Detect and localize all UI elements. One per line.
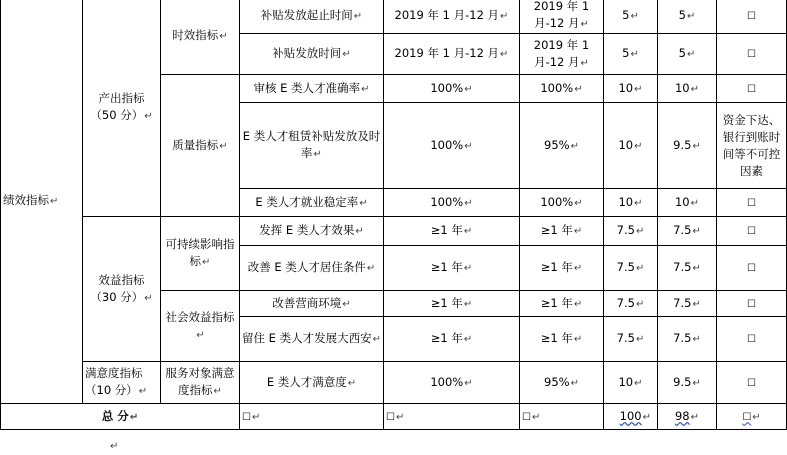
annual-target-cell [384, 75, 520, 103]
first-level-cell-output [83, 0, 161, 217]
first-level-label: 产出指标 [98, 90, 145, 105]
paragraph-mark-icon: ↵ [531, 411, 541, 423]
first-level-score: （30 分） [90, 289, 144, 304]
paragraph-mark-icon: ↵ [110, 441, 119, 452]
paragraph-mark-icon: ↵ [635, 334, 645, 345]
score-value: 7.5 [673, 260, 692, 274]
paragraph-mark-icon: ↵ [692, 226, 701, 237]
actual-value: ≥1 年 [540, 260, 573, 274]
paragraph-mark-icon: ↵ [635, 298, 645, 310]
paragraph-mark-icon: ↵ [634, 83, 643, 95]
actual-value: 2019 年 1 月-12 月 [533, 37, 590, 69]
paragraph-mark-icon: ↵ [129, 411, 139, 423]
score-cell [658, 362, 717, 404]
score-value: 7.5 [673, 295, 692, 310]
third-level-cell [240, 0, 384, 34]
third-level-cell [240, 291, 384, 317]
annual-target-cell [384, 0, 520, 34]
actual-value-cell [520, 362, 604, 404]
annual-target-cell [384, 246, 520, 291]
annual-target-value: ≥1 年 [430, 223, 463, 237]
reason-cell [717, 34, 787, 75]
weight-value: 7.5 [616, 295, 635, 310]
paragraph-mark-icon: ↵ [395, 411, 405, 423]
total-label: 总 分 [101, 408, 129, 423]
actual-value-cell [520, 0, 604, 34]
paragraph-mark-icon: ↵ [355, 226, 364, 237]
empty-checkbox-icon: ☐ [747, 377, 756, 389]
weight-value: 5 [622, 7, 630, 22]
third-level-label: 补贴发放起止时间 [260, 7, 353, 22]
score-cell [658, 103, 717, 189]
paragraph-mark-icon: ↵ [138, 386, 148, 397]
third-level-label: E 类人才满意度 [266, 374, 347, 389]
second-level-cell [161, 75, 240, 217]
annual-target-value: ≥1 年 [430, 331, 463, 345]
third-level-label: E 类人才就业稳定率 [255, 194, 359, 209]
paragraph-mark-icon: ↵ [219, 140, 228, 152]
paragraph-mark-icon: ↵ [692, 140, 701, 152]
paragraph-mark-icon: ↵ [213, 386, 222, 397]
actual-value: 100% [540, 194, 574, 209]
total-score-value: 98 [674, 408, 690, 423]
actual-value-cell [520, 103, 604, 189]
empty-checkbox-icon: ☐ [747, 10, 756, 22]
paragraph-mark-icon: ↵ [690, 411, 700, 423]
paragraph-mark-icon: ↵ [353, 10, 363, 22]
paragraph-mark-icon: ↵ [342, 298, 351, 310]
third-level-label: 改善营商环境 [272, 295, 342, 310]
empty-checkbox-icon: ☐ [747, 49, 756, 60]
paragraph-mark-icon: ↵ [313, 149, 322, 160]
annual-target-cell [384, 34, 520, 75]
reason-cell [717, 246, 787, 291]
weight-value: 5 [622, 46, 630, 60]
second-level-label: 服务对象满意度指标 [165, 366, 235, 397]
weight-value: 10 [618, 374, 634, 389]
second-level-label: 时效指标 [172, 28, 219, 42]
score-cell [658, 0, 717, 34]
score-value: 5 [678, 46, 686, 60]
paragraph-mark-icon: ↵ [144, 292, 153, 304]
score-cell [658, 75, 717, 103]
score-cell [658, 246, 717, 291]
score-cell [658, 317, 717, 362]
annual-target-value: 100% [430, 194, 464, 209]
annual-target-cell [384, 189, 520, 217]
paragraph-mark-icon: ↵ [690, 197, 700, 209]
score-value: 9.5 [673, 137, 692, 152]
weight-value: 10 [618, 137, 634, 152]
score-value: 9.5 [673, 374, 692, 389]
total-empty-cell [384, 404, 520, 430]
actual-value-cell [520, 291, 604, 317]
third-level-label: E 类人才租赁补贴发放及时率 [242, 129, 381, 160]
actual-value: ≥1 年 [540, 331, 573, 345]
paragraph-mark-icon: ↵ [692, 377, 701, 389]
weight-cell [604, 0, 658, 34]
third-level-cell [240, 217, 384, 246]
reason-cell [717, 75, 787, 103]
total-empty-cell [240, 404, 384, 430]
second-level-cell [161, 0, 240, 75]
actual-value: 2019 年 1 月-12 月 [533, 0, 590, 30]
empty-checkbox-icon: ☐ [742, 411, 752, 423]
table-row [1, 217, 787, 246]
paragraph-mark-icon: ↵ [570, 377, 579, 389]
paragraph-mark-icon: ↵ [692, 298, 701, 310]
paragraph-mark-icon: ↵ [500, 10, 509, 22]
paragraph-mark-icon: ↵ [692, 334, 701, 345]
paragraph-mark-icon: ↵ [202, 257, 211, 268]
total-score-cell [658, 404, 717, 430]
paragraph-mark-icon: ↵ [752, 411, 761, 423]
score-value: 7.5 [673, 223, 692, 237]
annual-target-value: 100% [430, 374, 464, 389]
third-level-label: 审核 E 类人才准确率 [253, 80, 361, 95]
empty-checkbox-icon: ☐ [242, 411, 251, 423]
score-value: 10 [674, 194, 690, 209]
empty-checkbox-icon: ☐ [747, 83, 756, 95]
third-level-cell [240, 246, 384, 291]
reason-text: 资金下达、银行到账时间等不可控因素 [722, 112, 781, 178]
paragraph-mark-icon: ↵ [690, 83, 700, 95]
weight-value: 7.5 [616, 260, 635, 274]
weight-value: 7.5 [616, 223, 635, 237]
annual-target-value: 100% [430, 80, 464, 95]
reason-cell [717, 317, 787, 362]
top-level-indicator-cell [1, 0, 83, 404]
weight-value: 10 [618, 194, 634, 209]
third-level-label: 发挥 E 类人才效果 [259, 223, 355, 237]
score-cell [658, 34, 717, 75]
paragraph-mark-icon: ↵ [580, 19, 589, 30]
annual-target-value: ≥1 年 [430, 260, 463, 274]
score-value: 10 [674, 80, 690, 95]
paragraph-mark-icon: ↵ [573, 226, 583, 237]
paragraph-mark-icon: ↵ [359, 197, 368, 209]
weight-cell [604, 189, 658, 217]
paragraph-mark-icon: ↵ [463, 263, 473, 274]
actual-value: 95% [544, 137, 570, 152]
second-level-label: 质量指标 [172, 137, 219, 152]
paragraph-mark-icon: ↵ [570, 140, 579, 152]
weight-cell [604, 246, 658, 291]
weight-value: 10 [618, 80, 634, 95]
annual-target-cell [384, 217, 520, 246]
first-level-cell-benefit [83, 217, 161, 362]
third-level-label: 留住 E 类人才发展大西安 [242, 331, 372, 345]
score-cell [658, 291, 717, 317]
second-level-cell [161, 217, 240, 291]
top-level-label: 绩效指标 [3, 192, 49, 207]
paragraph-mark-icon: ↵ [463, 298, 473, 310]
paragraph-mark-icon: ↵ [464, 140, 473, 152]
actual-value: ≥1 年 [540, 295, 573, 310]
annual-target-value: ≥1 年 [430, 295, 463, 310]
paragraph-mark-icon: ↵ [464, 83, 473, 95]
third-level-cell [240, 103, 384, 189]
empty-checkbox-icon: ☐ [386, 411, 395, 423]
paragraph-mark-icon: ↵ [144, 110, 153, 122]
second-level-cell [161, 291, 240, 362]
actual-value-cell [520, 75, 604, 103]
paragraph-mark-icon: ↵ [634, 140, 643, 152]
annual-target-cell [384, 291, 520, 317]
third-level-cell [240, 34, 384, 75]
reason-cell [717, 103, 787, 189]
paragraph-mark-icon: ↵ [635, 263, 645, 274]
reason-cell [717, 0, 787, 34]
first-level-cell-satisfaction [83, 362, 161, 404]
total-reason-cell [717, 404, 787, 430]
third-level-cell [240, 189, 384, 217]
second-level-label: 可持续影响指标 [165, 237, 235, 268]
paragraph-mark-icon: ↵ [630, 49, 639, 60]
weight-cell [604, 362, 658, 404]
score-value: 7.5 [673, 331, 692, 345]
annual-target-value: 2019 年 1 月-12 月 [394, 46, 500, 60]
reason-cell [717, 217, 787, 246]
paragraph-mark-icon: ↵ [630, 10, 639, 22]
first-level-label: 效益指标 [98, 272, 145, 287]
actual-value-cell [520, 317, 604, 362]
actual-value-cell [520, 189, 604, 217]
paragraph-mark-icon: ↵ [686, 49, 696, 60]
third-level-cell [240, 75, 384, 103]
paragraph-mark-icon: ↵ [642, 411, 651, 423]
paragraph-mark-icon: ↵ [50, 195, 59, 207]
paragraph-mark-icon: ↵ [574, 83, 583, 95]
weight-cell [604, 217, 658, 246]
paragraph-mark-icon: ↵ [686, 10, 696, 22]
paragraph-mark-icon: ↵ [463, 334, 473, 345]
score-cell [658, 217, 717, 246]
table-row [1, 0, 787, 34]
empty-checkbox-icon: ☐ [747, 226, 756, 237]
actual-value: 95% [544, 374, 570, 389]
annual-target-value: 100% [430, 137, 464, 152]
empty-checkbox-icon: ☐ [747, 263, 756, 274]
paragraph-mark-icon: ↵ [372, 334, 381, 345]
paragraph-mark-icon: ↵ [361, 83, 370, 95]
paragraph-mark-icon: ↵ [573, 334, 583, 345]
weight-cell [604, 317, 658, 362]
third-level-label: 补贴发放时间 [272, 46, 342, 60]
weight-cell [604, 34, 658, 75]
paragraph-mark-icon: ↵ [573, 263, 583, 274]
third-level-label: 改善 E 类人才居住条件 [247, 260, 366, 274]
reason-cell [717, 362, 787, 404]
paragraph-mark-icon: ↵ [500, 49, 509, 60]
weight-cell [604, 75, 658, 103]
empty-checkbox-icon: ☐ [747, 197, 756, 209]
annual-target-value: 2019 年 1 月-12 月 [394, 7, 500, 22]
paragraph-mark-icon: ↵ [634, 197, 643, 209]
paragraph-mark-icon: ↵ [219, 31, 228, 42]
score-cell [658, 189, 717, 217]
paragraph-mark-icon: ↵ [196, 329, 205, 341]
empty-checkbox-icon: ☐ [522, 411, 531, 423]
annual-target-cell [384, 362, 520, 404]
paragraph-mark-icon: ↵ [342, 49, 351, 60]
paragraph-mark-icon: ↵ [580, 57, 589, 69]
first-level-score: （50 分） [90, 107, 144, 122]
actual-value: ≥1 年 [540, 223, 573, 237]
actual-value-cell [520, 246, 604, 291]
third-level-cell [240, 362, 384, 404]
annual-target-cell [384, 317, 520, 362]
paragraph-mark-icon: ↵ [692, 263, 701, 274]
reason-cell [717, 189, 787, 217]
paragraph-mark-icon: ↵ [464, 377, 473, 389]
actual-value-cell [520, 34, 604, 75]
weight-value: 7.5 [616, 331, 635, 345]
empty-checkbox-icon: ☐ [747, 298, 756, 310]
paragraph-mark-icon: ↵ [573, 298, 583, 310]
table-row [1, 362, 787, 404]
paragraph-mark-icon: ↵ [463, 226, 473, 237]
weight-cell [604, 103, 658, 189]
actual-value: 100% [540, 80, 574, 95]
first-level-label: 满意度指标（10 分） [85, 366, 143, 397]
paragraph-mark-icon: ↵ [574, 197, 583, 209]
weight-cell [604, 291, 658, 317]
second-level-label: 社会效益指标 [165, 309, 235, 324]
score-value: 5 [678, 7, 686, 22]
third-level-cell [240, 317, 384, 362]
paragraph-mark-icon: ↵ [347, 377, 357, 389]
total-weight-cell [604, 404, 658, 430]
empty-checkbox-icon: ☐ [747, 334, 756, 345]
total-weight-value: 100 [619, 408, 642, 423]
annual-target-cell [384, 103, 520, 189]
total-label-cell [1, 404, 240, 430]
paragraph-mark-icon: ↵ [634, 377, 643, 389]
paragraph-mark-icon: ↵ [464, 197, 473, 209]
total-empty-cell [520, 404, 604, 430]
actual-value-cell [520, 217, 604, 246]
paragraph-mark-icon: ↵ [366, 263, 376, 274]
paragraph-mark-icon: ↵ [635, 226, 645, 237]
paragraph-mark-icon: ↵ [251, 411, 261, 423]
reason-cell [717, 291, 787, 317]
total-row [1, 404, 787, 430]
second-level-cell [161, 362, 240, 404]
